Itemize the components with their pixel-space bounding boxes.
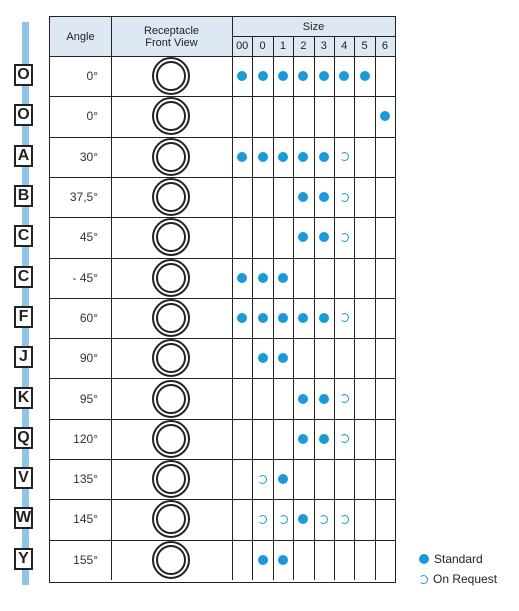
receptacle-front-view-icon xyxy=(152,541,190,579)
grid-line xyxy=(50,137,395,138)
grid-line xyxy=(50,378,395,379)
standard-dot-icon xyxy=(380,111,390,121)
angle-value: 60° xyxy=(79,310,98,325)
standard-dot-icon xyxy=(278,555,288,565)
grid-line xyxy=(50,96,395,97)
on-request-ring-icon xyxy=(258,515,267,524)
size-column-header: 2 xyxy=(293,36,313,56)
legend-standard xyxy=(419,552,483,566)
on-request-ring-icon xyxy=(340,313,349,322)
standard-dot-icon xyxy=(237,313,247,323)
compatibility-table xyxy=(49,16,396,583)
angle-code-box: A xyxy=(14,145,33,167)
grid-line xyxy=(50,459,395,460)
angle-code-box: O xyxy=(14,64,33,86)
grid-line xyxy=(50,177,395,178)
angle-value: 0° xyxy=(86,109,98,124)
legend-standard-label: Standard xyxy=(434,552,483,566)
grid-line xyxy=(375,36,376,580)
grid-line xyxy=(354,36,355,580)
receptacle-front-view-icon xyxy=(152,339,190,377)
grid-line xyxy=(334,36,335,580)
standard-dot-icon xyxy=(298,394,308,404)
standard-dot-icon xyxy=(258,152,268,162)
angle-code-box: W xyxy=(14,507,33,529)
standard-dot-icon xyxy=(278,353,288,363)
angle-value: 120° xyxy=(73,431,98,446)
standard-dot-icon xyxy=(298,71,308,81)
standard-dot-icon xyxy=(258,71,268,81)
standard-dot-icon xyxy=(237,273,247,283)
size-column-header: 3 xyxy=(314,36,334,56)
standard-dot-icon xyxy=(278,313,288,323)
standard-dot-icon xyxy=(319,232,329,242)
grid-line xyxy=(273,36,274,580)
legend-on-request-label: On Request xyxy=(433,572,498,586)
standard-dot-icon xyxy=(278,152,288,162)
standard-dot-icon xyxy=(319,152,329,162)
on-request-ring-icon xyxy=(419,575,428,584)
angle-value: 37,5° xyxy=(69,190,98,205)
angle-value: 145° xyxy=(73,512,98,527)
on-request-ring-icon xyxy=(319,515,328,524)
angle-code-box: V xyxy=(14,467,33,489)
grid-line xyxy=(50,338,395,339)
receptacle-front-view-icon xyxy=(152,259,190,297)
standard-dot-icon xyxy=(258,353,268,363)
standard-dot-icon xyxy=(319,71,329,81)
standard-dot-icon xyxy=(319,394,329,404)
receptacle-front-view-icon xyxy=(152,460,190,498)
standard-dot-icon xyxy=(298,232,308,242)
standard-dot-icon xyxy=(298,434,308,444)
standard-dot-icon xyxy=(258,555,268,565)
size-column-header: 5 xyxy=(354,36,374,56)
on-request-ring-icon xyxy=(340,394,349,403)
standard-dot-icon xyxy=(360,71,370,81)
standard-dot-icon xyxy=(258,313,268,323)
angle-code-box: O xyxy=(14,104,33,126)
grid-line xyxy=(50,56,395,57)
angle-value: - 45° xyxy=(72,270,98,285)
angle-code-box: F xyxy=(14,306,33,328)
angle-value: 0° xyxy=(86,69,98,84)
angle-code-box: B xyxy=(14,185,33,207)
angle-code-box: C xyxy=(14,225,33,247)
angle-value: 30° xyxy=(79,149,98,164)
angle-code-box: J xyxy=(14,346,33,368)
size-column-header: 00 xyxy=(232,36,252,56)
angle-value: 90° xyxy=(79,351,98,366)
standard-dot-icon xyxy=(298,152,308,162)
standard-dot-icon xyxy=(319,434,329,444)
grid-line xyxy=(50,258,395,259)
standard-dot-icon xyxy=(278,273,288,283)
grid-line xyxy=(50,217,395,218)
legend-on-request xyxy=(419,572,497,586)
standard-dot-icon xyxy=(339,71,349,81)
receptacle-front-view-icon xyxy=(152,500,190,538)
grid-line xyxy=(293,36,294,580)
standard-dot-icon xyxy=(237,152,247,162)
standard-dot-icon xyxy=(258,273,268,283)
receptacle-front-view-icon xyxy=(152,57,190,95)
on-request-ring-icon xyxy=(340,434,349,443)
grid-line xyxy=(50,298,395,299)
angle-value: 155° xyxy=(73,552,98,567)
standard-dot-icon xyxy=(298,192,308,202)
angle-value: 95° xyxy=(79,391,98,406)
receptacle-front-view-icon xyxy=(152,380,190,418)
size-column-header: 0 xyxy=(252,36,272,56)
on-request-ring-icon xyxy=(340,152,349,161)
standard-dot-icon xyxy=(319,192,329,202)
on-request-ring-icon xyxy=(340,233,349,242)
standard-dot-icon xyxy=(419,554,429,564)
receptacle-front-view-icon xyxy=(152,420,190,458)
size-column-header: 4 xyxy=(334,36,354,56)
standard-dot-icon xyxy=(298,313,308,323)
standard-dot-icon xyxy=(278,71,288,81)
receptacle-front-view-icon xyxy=(152,138,190,176)
grid-line xyxy=(232,36,395,37)
grid-line xyxy=(50,540,395,541)
standard-dot-icon xyxy=(319,313,329,323)
angle-code-box: C xyxy=(14,266,33,288)
angle-code-box: K xyxy=(14,387,33,409)
on-request-ring-icon xyxy=(340,193,349,202)
receptacle-front-view-icon xyxy=(152,97,190,135)
angle-header: Angle xyxy=(50,17,111,56)
standard-dot-icon xyxy=(237,71,247,81)
standard-dot-icon xyxy=(298,514,308,524)
angle-code-box: Q xyxy=(14,427,33,449)
grid-line xyxy=(252,36,253,580)
angle-value: 135° xyxy=(73,472,98,487)
on-request-ring-icon xyxy=(258,475,267,484)
angle-code-box: Y xyxy=(14,548,33,570)
grid-line xyxy=(314,36,315,580)
on-request-ring-icon xyxy=(340,515,349,524)
size-column-header: 6 xyxy=(375,36,395,56)
angle-value: 45° xyxy=(79,230,98,245)
receptacle-front-view-icon xyxy=(152,178,190,216)
on-request-ring-icon xyxy=(279,515,288,524)
grid-line xyxy=(50,419,395,420)
grid-line xyxy=(50,499,395,500)
size-header: Size xyxy=(232,17,395,36)
receptacle-front-view-icon xyxy=(152,218,190,256)
receptacle-header: Receptacle Front View xyxy=(111,17,232,56)
standard-dot-icon xyxy=(278,474,288,484)
size-column-header: 1 xyxy=(273,36,293,56)
receptacle-front-view-icon xyxy=(152,299,190,337)
